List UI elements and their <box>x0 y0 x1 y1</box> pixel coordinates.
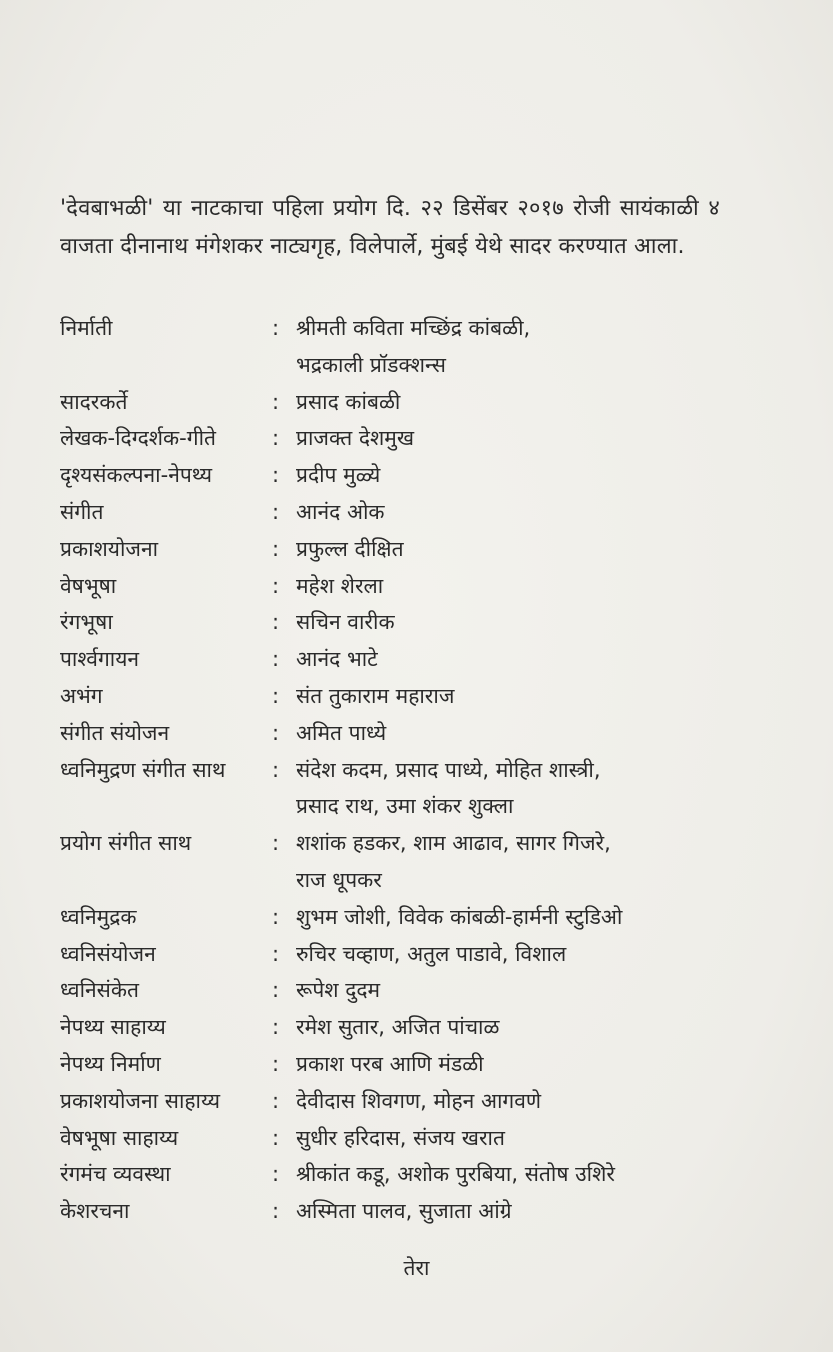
credit-names <box>296 825 780 899</box>
credit-separator: : <box>272 904 280 929</box>
credit-name-line: शशांक हडकर, शाम आढाव, सागर गिजरे, <box>296 831 611 856</box>
credit-row <box>60 420 780 457</box>
credit-names <box>296 752 780 826</box>
credit-names <box>296 1156 780 1193</box>
credit-role: केशरचना <box>60 1199 130 1224</box>
credit-role: संगीत <box>60 499 104 524</box>
premiere-statement: 'देवबाभळी' या नाटकाचा पहिला प्रयोग दि. २२ डिसेंबर २०१७ रोजी सायंकाळी ४ वाजता दीनानाथ मंगेशकर नाट्यगृह, विलेपार्ले, मुंबई येथे सादर करण्यात आला. <box>60 196 720 259</box>
credit-separator: : <box>272 757 280 782</box>
credit-role: प्रयोग संगीत साथ <box>60 831 192 856</box>
credit-row <box>60 568 780 605</box>
credit-name-line: प्रसाद राथ, उमा शंकर शुक्ला <box>296 794 514 819</box>
credit-role: वेषभूषा <box>60 573 117 598</box>
credit-row <box>60 457 780 494</box>
credit-row <box>60 1120 780 1157</box>
credit-role: सादरकर्ते <box>60 389 128 414</box>
credit-separator: : <box>272 831 280 856</box>
credit-separator: : <box>272 978 280 1003</box>
credit-separator: : <box>272 610 280 635</box>
credit-row <box>60 972 780 1009</box>
credit-name-line: अस्मिता पालव, सुजाता आंग्रे <box>296 1199 512 1224</box>
credit-names <box>296 715 780 752</box>
credit-name-line: प्रकाश परब आणि मंडळी <box>296 1051 484 1076</box>
credit-names <box>296 568 780 605</box>
credit-separator: : <box>272 941 280 966</box>
credit-role: नेपथ्य निर्माण <box>60 1051 161 1076</box>
credit-separator: : <box>272 463 280 488</box>
credit-separator: : <box>272 316 280 340</box>
credit-row <box>60 494 780 531</box>
credit-name-line: प्रसाद कांबळी <box>296 389 401 414</box>
credit-separator: : <box>272 1199 280 1224</box>
credit-row <box>60 678 780 715</box>
credit-names <box>296 1120 780 1157</box>
credit-name-line: आनंद भाटे <box>296 647 378 672</box>
credit-separator: : <box>272 536 280 561</box>
credit-name-line: राज धूपकर <box>296 867 382 892</box>
credit-role: पार्श्वगायन <box>60 647 140 672</box>
credit-row <box>60 384 780 421</box>
credit-name-line: सचिन वारीक <box>296 610 395 635</box>
credit-name-line: देवीदास शिवगण, मोहन आगवणे <box>296 1088 542 1113</box>
credit-role: ध्वनिसंकेत <box>60 978 139 1003</box>
credit-name-line: संदेश कदम, प्रसाद पाध्ये, मोहित शास्त्री, <box>296 757 601 782</box>
credit-row <box>60 1083 780 1120</box>
credit-names <box>296 457 780 494</box>
credit-name-line: आनंद ओक <box>296 499 385 524</box>
credit-separator: : <box>272 1051 280 1076</box>
credit-names <box>296 936 780 973</box>
credit-names <box>296 1046 780 1083</box>
credit-role: लेखक-दिग्दर्शक-गीते <box>60 426 216 451</box>
credit-name-line: रमेश सुतार, अजित पांचाळ <box>296 1015 500 1040</box>
credit-name-line: श्रीमती कविता मच्छिंद्र कांबळी, <box>296 316 531 340</box>
credit-role: नेपथ्य साहाय्य <box>60 1015 166 1040</box>
credit-row <box>60 1009 780 1046</box>
credit-names <box>296 604 780 641</box>
credit-role: रंगभूषा <box>60 610 113 635</box>
credit-name-line: शुभम जोशी, विवेक कांबळी-हार्मनी स्टुडिओ <box>296 904 623 929</box>
credit-row <box>60 715 780 752</box>
credit-separator: : <box>272 499 280 524</box>
credit-row <box>60 899 780 936</box>
credit-names <box>296 1193 780 1230</box>
credit-role: दृश्यसंकल्पना-नेपथ्य <box>60 463 213 488</box>
credit-names <box>296 384 780 421</box>
credit-role: प्रकाशयोजना <box>60 536 159 561</box>
credit-names <box>296 310 780 384</box>
credit-names <box>296 1083 780 1120</box>
credit-separator: : <box>272 720 280 745</box>
credit-names <box>296 1009 780 1046</box>
credit-row <box>60 531 780 568</box>
credit-separator: : <box>272 1162 280 1187</box>
credit-names <box>296 420 780 457</box>
credit-role: संगीत संयोजन <box>60 720 170 745</box>
credit-name-line: महेश शेरला <box>296 573 384 598</box>
credit-names <box>296 641 780 678</box>
credit-row <box>60 641 780 678</box>
credit-row <box>60 936 780 973</box>
credit-name-line: संत तुकाराम महाराज <box>296 683 455 708</box>
credit-role: अभंग <box>60 683 103 708</box>
credit-names <box>296 494 780 531</box>
credit-names <box>296 899 780 936</box>
credit-role: रंगमंच व्यवस्था <box>60 1162 171 1187</box>
credit-row <box>60 1193 780 1230</box>
credit-row <box>60 1156 780 1193</box>
credit-name-line: प्रफुल्ल दीक्षित <box>296 536 404 561</box>
credit-name-line: भद्रकाली प्रॉडक्शन्स <box>296 352 446 377</box>
credit-separator: : <box>272 573 280 598</box>
credit-name-line: अमित पाध्ये <box>296 720 387 745</box>
credit-row <box>60 604 780 641</box>
credit-separator: : <box>272 389 280 414</box>
credit-separator: : <box>272 683 280 708</box>
credit-name-line: प्रदीप मुळ्ये <box>296 463 381 488</box>
credit-row <box>60 752 780 826</box>
credit-role: प्रकाशयोजना साहाय्य <box>60 1088 221 1113</box>
credit-name-line: सुधीर हरिदास, संजय खरात <box>296 1125 505 1150</box>
credit-separator: : <box>272 647 280 672</box>
credit-separator: : <box>272 426 280 451</box>
credit-name-line: प्राजक्त देशमुख <box>296 426 415 451</box>
credit-row <box>60 1046 780 1083</box>
credit-role: निर्माती <box>60 316 113 340</box>
credit-names <box>296 972 780 1009</box>
credit-role: वेषभूषा साहाय्य <box>60 1125 179 1150</box>
credits-list <box>60 310 780 1230</box>
credit-role: ध्वनिमुद्रक <box>60 904 137 929</box>
credit-separator: : <box>272 1015 280 1040</box>
credit-separator: : <box>272 1088 280 1113</box>
credit-names <box>296 678 780 715</box>
page-number: तेरा <box>403 1256 430 1280</box>
credit-row <box>60 825 780 899</box>
credit-role: ध्वनिसंयोजन <box>60 941 156 966</box>
credit-name-line: श्रीकांत कडू, अशोक पुरबिया, संतोष उशिरे <box>296 1162 615 1187</box>
credit-name-line: रूपेश दुदम <box>296 978 381 1003</box>
credit-name-line: रुचिर चव्हाण, अतुल पाडावे, विशाल <box>296 941 567 966</box>
credit-separator: : <box>272 1125 280 1150</box>
credit-role: ध्वनिमुद्रण संगीत साथ <box>60 757 226 782</box>
credit-row <box>60 310 780 384</box>
credit-names <box>296 531 780 568</box>
